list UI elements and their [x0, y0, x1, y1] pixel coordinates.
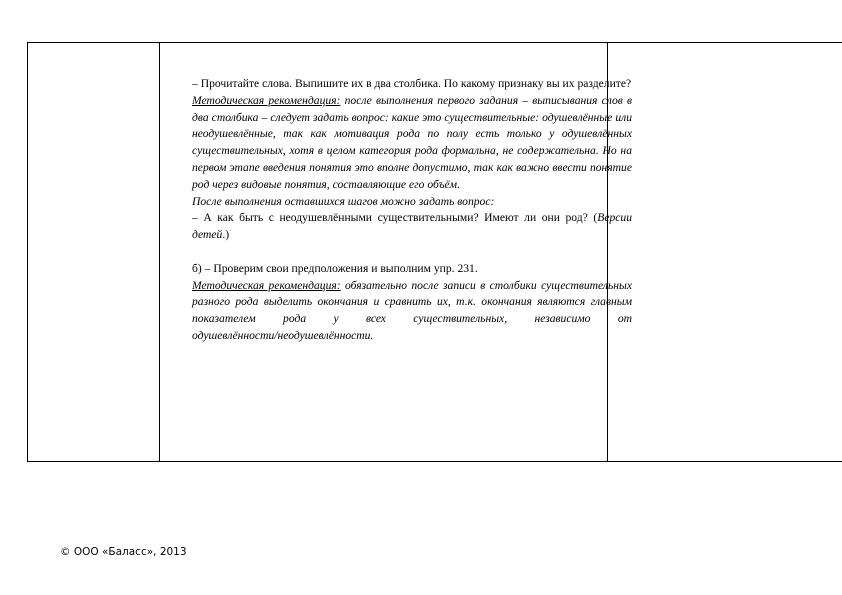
question-text: – А как быть с неодушевлёнными существительными? Имеют ли они род? (: [192, 211, 598, 225]
recommendation-label: Методическая рекомендация:: [192, 93, 341, 107]
method-recommendation-1: [192, 93, 632, 194]
question-paragraph: [192, 210, 632, 244]
exercise-paragraph: [192, 261, 632, 278]
table-column-left: [28, 43, 160, 461]
follow-up-paragraph: [192, 194, 632, 211]
table-column-right: [608, 43, 842, 461]
lesson-text: [192, 76, 632, 345]
copyright-footer: © ООО «Баласс», 2013: [60, 546, 187, 558]
paragraph-gap: [192, 244, 632, 261]
task-paragraph: [192, 76, 632, 93]
table-column-content: [160, 43, 632, 461]
recommendation-text: обязательно после записи в столбики существительных разного рода выделить окончания и сравнить их, т.к. окончания являются главным показателем рода у всех существительных, независимо от: [192, 278, 632, 326]
recommendation-label: Методическая рекомендация:: [192, 278, 341, 292]
method-recommendation-2: [192, 278, 632, 328]
recommendation-text-end: одушевлённости/неодушевлённости.: [192, 328, 374, 342]
exercise-text: б) – Проверим свои предположения и выполним упр. 231.: [192, 261, 478, 275]
question-end: .): [222, 228, 230, 242]
task-text: – Прочитайте слова. Выпишите их в два столбика. По какому признаку вы их разделите?: [192, 77, 632, 90]
follow-up-text: После выполнения оставшихся шагов можно задать вопрос:: [192, 194, 495, 208]
recommendation-text: после выполнения первого задания – выписывания слов в два столбика – следует задать вопрос: какие это существительные: одушевлённые или неодушевлённые, так как мотивация рода по полу есть только у одушевлённых существительных, хотя в целом категория рода формальна, не содержательна. Но на первом этапе введения понятия это вполне допустимо, так как важно ввести понятие род через видовые понятия, составляющие его объём.: [192, 93, 632, 191]
lesson-table: [27, 42, 842, 462]
question-italic: Версии детей: [192, 211, 632, 242]
method-recommendation-2-end: [192, 328, 632, 345]
